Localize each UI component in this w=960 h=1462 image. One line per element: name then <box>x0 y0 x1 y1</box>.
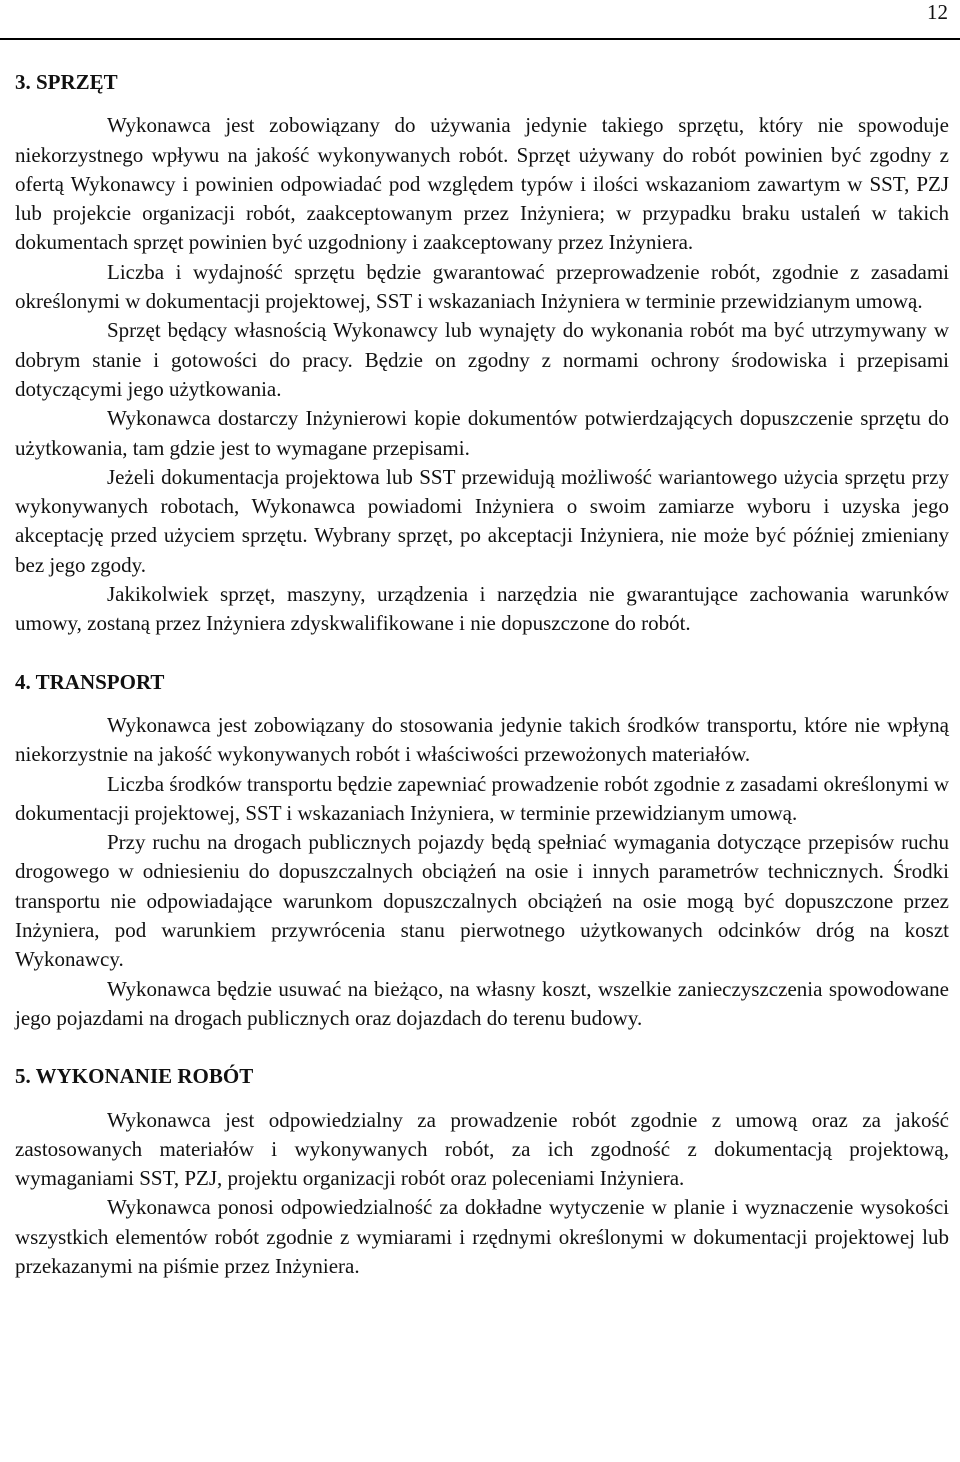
section-gap <box>15 97 949 111</box>
paragraph: Przy ruchu na drogach publicznych pojazdy będą spełniać wymagania dotyczące przepisów ruchu drogowego w odniesieniu do dopuszczalnych obciążeń na osie i innych parametrów technicznych. Środki transportu nie odpowiadające warunkom dopuszczalnych obciążeń na osie mogą być dopuszczone przez Inżyniera, pod warunkiem przywrócenia stanu pierwotnego użytkowanych odcinków dróg na koszt Wykonawcy. <box>15 830 949 972</box>
header-rule <box>0 38 960 40</box>
paragraph: Wykonawca jest zobowiązany do stosowania jedynie takich środków transportu, które nie wpłyną niekorzystnie na jakość wykonywanych robót i właściwości przewożonych materiałów. <box>15 712 949 767</box>
section-gap <box>15 639 949 668</box>
section-heading-sprzet: 3. SPRZĘT <box>15 70 118 94</box>
paragraph: Wykonawca będzie usuwać na bieżąco, na własny koszt, wszelkie zanieczyszczenia spowodowane jego pojazdami na drogach publicznych oraz dojazdach do terenu budowy. <box>15 976 949 1030</box>
section-heading-wykonanie-robot: 5. WYKONANIE ROBÓT <box>15 1064 254 1089</box>
paragraph: Jeżeli dokumentacja projektowa lub SST przewidują możliwość wariantowego użycia sprzętu przy wykonywanych robotach, Wykonawca powiadomi Inżyniera o swoim zamiarze wyboru i uzyska jego akceptację przed użyciem sprzętu. Wybrany sprzęt, po akceptacji Inżyniera, nie może być później zmieniany bez jego zgody. <box>15 464 949 577</box>
page-number: 12 <box>927 0 948 24</box>
paragraph: Wykonawca dostarczy Inżynierowi kopie dokumentów potwierdzających dopuszczenie sprzętu do użytkowania, tam gdzie jest to wymagane przepisami. <box>15 406 949 460</box>
document-body <box>15 68 949 1281</box>
section-gap <box>15 697 949 711</box>
paragraph: Wykonawca jest zobowiązany do używania jedynie takiego sprzętu, który nie spowoduje niekorzystnego wpływu na jakość wykonywanych robót. Sprzęt używany do robót powinien być zgodny z ofertą Wykonawcy i powinien odpowiadać pod względem typów i ilości wskazaniom zawartym w SST, PZJ lub projekcie organizacji robót, zaakceptowanym przez Inżyniera; w przypadku braku ustaleń w takich dokumentach sprzęt powinien być uzgodniony i zaakceptowany przez Inżyniera. <box>15 113 949 255</box>
paragraph: Liczba środków transportu będzie zapewniać prowadzenie robót zgodnie z zasadami określonymi w dokumentacji projektowej, SST i wskazaniach Inżyniera, w terminie przewidzianym umową. <box>15 771 949 825</box>
paragraph: Liczba i wydajność sprzętu będzie gwarantować przeprowadzenie robót, zgodnie z zasadami określonymi w dokumentacji projektowej, SST i wskazaniach Inżyniera w terminie przewidzianym umową. <box>15 259 949 314</box>
section-heading-transport: 4. TRANSPORT <box>15 669 165 694</box>
paragraph: Jakikolwiek sprzęt, maszyny, urządzenia i narzędzia nie gwarantujące zachowania warunków umowy, zostaną przez Inżyniera zdyskwalifikowane i nie dopuszczone do robót. <box>15 582 949 636</box>
paragraph: Wykonawca jest odpowiedzialny za prowadzenie robót zgodnie z umową oraz za jakość zastosowanych materiałów i wykonywanych robót, za ich zgodność z dokumentacją projektową, wymaganiami SST, PZJ, projektu organizacji robót oraz poleceniami Inżyniera. <box>15 1107 949 1191</box>
section-gap <box>15 1033 949 1062</box>
paragraph: Wykonawca ponosi odpowiedzialność za dokładne wytyczenie w planie i wyznaczenie wysokości wszystkich elementów robót zgodnie z wymiarami i rzędnymi określonymi w dokumentacji projektowej lub przekazanymi na piśmie przez Inżyniera. <box>15 1195 949 1278</box>
paragraph: Sprzęt będący własnością Wykonawcy lub wynajęty do wykonania robót ma być utrzymywany w dobrym stanie i gotowości do pracy. Będzie on zgodny z normami ochrony środowiska i przepisami dotyczącymi jego użytkowania. <box>15 318 949 401</box>
section-gap <box>15 1092 949 1106</box>
